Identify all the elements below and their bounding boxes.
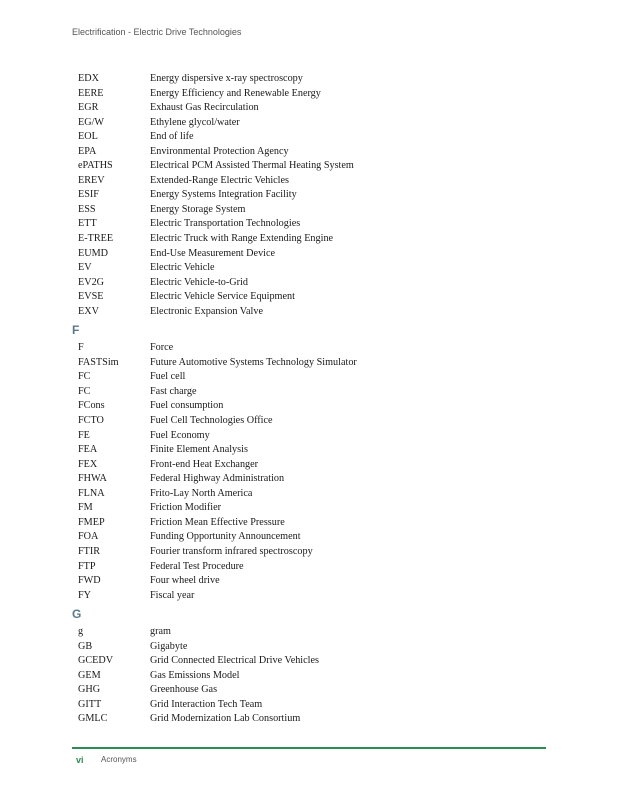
acronym-entry bbox=[78, 712, 558, 727]
acronym-abbreviation: E-TREE bbox=[78, 233, 114, 245]
acronym-entry bbox=[78, 385, 558, 400]
acronym-abbreviation: EXV bbox=[78, 305, 99, 317]
acronym-entry bbox=[78, 261, 558, 276]
acronym-entry bbox=[78, 429, 558, 444]
acronym-definition: Electric Vehicle-to-Grid bbox=[150, 276, 248, 288]
acronym-list bbox=[72, 72, 558, 727]
acronym-entry bbox=[78, 159, 558, 174]
acronym-definition: End of life bbox=[150, 131, 194, 143]
footer-section-label: Acronyms bbox=[101, 755, 137, 764]
acronym-abbreviation: FCTO bbox=[78, 415, 104, 427]
acronym-definition: Force bbox=[150, 342, 174, 354]
acronym-definition: Fuel cell bbox=[150, 371, 186, 383]
acronym-abbreviation: ESIF bbox=[78, 189, 99, 201]
acronym-definition: Finite Element Analysis bbox=[150, 444, 248, 456]
acronym-entry bbox=[78, 654, 558, 669]
acronym-definition: Front-end Heat Exchanger bbox=[150, 458, 259, 470]
acronym-entry bbox=[78, 276, 558, 291]
acronym-entry bbox=[78, 501, 558, 516]
acronym-abbreviation: FTIR bbox=[78, 545, 101, 557]
acronym-abbreviation: EERE bbox=[78, 87, 104, 99]
acronym-entry bbox=[78, 414, 558, 429]
acronym-entry bbox=[78, 399, 558, 414]
acronym-definition: Gigabyte bbox=[150, 640, 188, 652]
acronym-entry bbox=[78, 130, 558, 145]
running-header: Electrification - Electric Drive Technologies bbox=[72, 27, 242, 37]
acronym-definition: Federal Test Procedure bbox=[150, 560, 244, 572]
acronym-definition: Greenhouse Gas bbox=[150, 684, 218, 696]
acronym-entry bbox=[78, 625, 558, 640]
acronym-abbreviation: FY bbox=[78, 589, 92, 601]
acronym-entry bbox=[78, 443, 558, 458]
acronym-definition: gram bbox=[150, 626, 171, 638]
acronym-abbreviation: ePATHS bbox=[78, 160, 113, 172]
acronym-abbreviation: FWD bbox=[78, 575, 101, 587]
acronym-entry bbox=[78, 116, 558, 131]
acronym-entry bbox=[78, 174, 558, 189]
acronym-abbreviation: ESS bbox=[78, 203, 96, 215]
acronym-abbreviation: FM bbox=[78, 502, 93, 514]
acronym-definition: Electronic Expansion Valve bbox=[150, 305, 263, 317]
acronym-abbreviation: GCEDV bbox=[78, 655, 114, 667]
acronym-abbreviation: EV bbox=[78, 262, 92, 274]
footer-divider bbox=[72, 747, 546, 749]
acronym-definition: Electric Vehicle bbox=[150, 262, 215, 274]
acronym-entry bbox=[78, 232, 558, 247]
acronym-entry bbox=[78, 487, 558, 502]
acronym-abbreviation: FMEP bbox=[78, 516, 105, 528]
acronym-abbreviation: GITT bbox=[78, 698, 102, 710]
acronym-definition: Electric Transportation Technologies bbox=[150, 218, 301, 230]
acronym-abbreviation: FC bbox=[78, 371, 91, 383]
acronym-abbreviation: FCons bbox=[78, 400, 105, 412]
acronym-definition: Fast charge bbox=[150, 385, 197, 397]
acronym-abbreviation: FOA bbox=[78, 531, 99, 543]
acronym-definition: Four wheel drive bbox=[150, 575, 220, 587]
acronym-abbreviation: ETT bbox=[78, 218, 97, 230]
acronym-entry bbox=[78, 217, 558, 232]
acronym-entry bbox=[78, 87, 558, 102]
section-letter-g: G bbox=[72, 607, 82, 622]
acronym-abbreviation: EVSE bbox=[78, 291, 104, 303]
acronym-entry bbox=[78, 516, 558, 531]
acronym-definition: Grid Modernization Lab Consortium bbox=[150, 713, 301, 725]
acronym-abbreviation: FASTSim bbox=[78, 356, 119, 368]
acronym-definition: Energy dispersive x-ray spectroscopy bbox=[150, 73, 303, 84]
acronym-abbreviation: FC bbox=[78, 385, 91, 397]
acronym-entry bbox=[78, 370, 558, 385]
acronym-abbreviation: EOL bbox=[78, 131, 98, 143]
acronym-entry bbox=[78, 472, 558, 487]
acronym-abbreviation: g bbox=[78, 626, 84, 638]
acronym-entry bbox=[78, 341, 558, 356]
acronym-definition: Fuel consumption bbox=[150, 400, 224, 412]
acronym-abbreviation: FTP bbox=[78, 560, 96, 572]
acronym-abbreviation: EREV bbox=[78, 174, 105, 186]
acronym-definition: Friction Mean Effective Pressure bbox=[150, 516, 285, 528]
acronym-entry bbox=[78, 589, 558, 604]
acronym-entry bbox=[78, 145, 558, 160]
acronym-entry bbox=[78, 72, 558, 87]
acronym-definition: Fuel Cell Technologies Office bbox=[150, 415, 273, 427]
acronym-definition: End-Use Measurement Device bbox=[150, 247, 276, 259]
acronym-abbreviation: EPA bbox=[78, 145, 97, 157]
acronym-definition: Federal Highway Administration bbox=[150, 473, 285, 485]
acronym-definition: Grid Connected Electrical Drive Vehicles bbox=[150, 655, 319, 667]
acronym-definition: Exhaust Gas Recirculation bbox=[150, 102, 259, 114]
acronym-entry bbox=[78, 356, 558, 371]
acronym-definition: Gas Emissions Model bbox=[150, 669, 240, 681]
acronym-definition: Funding Opportunity Announcement bbox=[150, 531, 301, 543]
acronym-entry bbox=[78, 290, 558, 305]
acronym-definition: Electrical PCM Assisted Thermal Heating System bbox=[150, 160, 354, 172]
acronym-abbreviation: F bbox=[78, 342, 84, 354]
acronym-abbreviation: EV2G bbox=[78, 276, 105, 288]
acronym-entry bbox=[78, 458, 558, 473]
acronym-abbreviation: EGR bbox=[78, 102, 99, 114]
acronym-definition: Fourier transform infrared spectroscopy bbox=[150, 545, 313, 557]
acronym-definition: Electric Vehicle Service Equipment bbox=[150, 291, 295, 303]
acronym-entry bbox=[78, 305, 558, 320]
acronym-definition: Frito-Lay North America bbox=[150, 487, 253, 499]
acronym-definition: Future Automotive Systems Technology Simulator bbox=[150, 356, 357, 368]
acronym-definition: Environmental Protection Agency bbox=[150, 145, 289, 157]
acronym-entry bbox=[78, 640, 558, 655]
acronym-entry bbox=[78, 698, 558, 713]
acronym-abbreviation: EDX bbox=[78, 73, 99, 84]
acronym-abbreviation: FEA bbox=[78, 444, 98, 456]
acronym-definition: Energy Systems Integration Facility bbox=[150, 189, 297, 201]
acronym-abbreviation: EG/W bbox=[78, 116, 105, 128]
acronym-abbreviation: GHG bbox=[78, 684, 101, 696]
acronym-abbreviation: FLNA bbox=[78, 487, 105, 499]
acronym-entry bbox=[78, 188, 558, 203]
acronym-abbreviation: GB bbox=[78, 640, 93, 652]
acronym-entry bbox=[78, 669, 558, 684]
acronym-entry bbox=[78, 545, 558, 560]
acronym-definition: Fiscal year bbox=[150, 589, 195, 601]
acronym-entry bbox=[78, 683, 558, 698]
acronym-abbreviation: GEM bbox=[78, 669, 101, 681]
acronym-definition: Fuel Economy bbox=[150, 429, 210, 441]
acronym-entry bbox=[78, 574, 558, 589]
acronym-definition: Extended-Range Electric Vehicles bbox=[150, 174, 289, 186]
acronym-entry bbox=[78, 247, 558, 262]
section-letter-f: F bbox=[72, 323, 80, 338]
acronym-entry bbox=[78, 530, 558, 545]
acronym-definition: Energy Efficiency and Renewable Energy bbox=[150, 87, 321, 99]
acronym-definition: Grid Interaction Tech Team bbox=[150, 698, 263, 710]
acronym-entry bbox=[78, 101, 558, 116]
acronym-abbreviation: FHWA bbox=[78, 473, 107, 485]
acronym-definition: Friction Modifier bbox=[150, 502, 222, 514]
acronym-abbreviation: GMLC bbox=[78, 713, 108, 725]
page-number: vi bbox=[76, 755, 84, 765]
acronym-abbreviation: FE bbox=[78, 429, 90, 441]
acronym-entry bbox=[78, 560, 558, 575]
acronym-entry bbox=[78, 203, 558, 218]
acronym-definition: Energy Storage System bbox=[150, 203, 246, 215]
acronym-abbreviation: EUMD bbox=[78, 247, 108, 259]
acronym-definition: Electric Truck with Range Extending Engine bbox=[150, 233, 334, 245]
acronym-definition: Ethylene glycol/water bbox=[150, 116, 240, 128]
acronym-abbreviation: FEX bbox=[78, 458, 98, 470]
